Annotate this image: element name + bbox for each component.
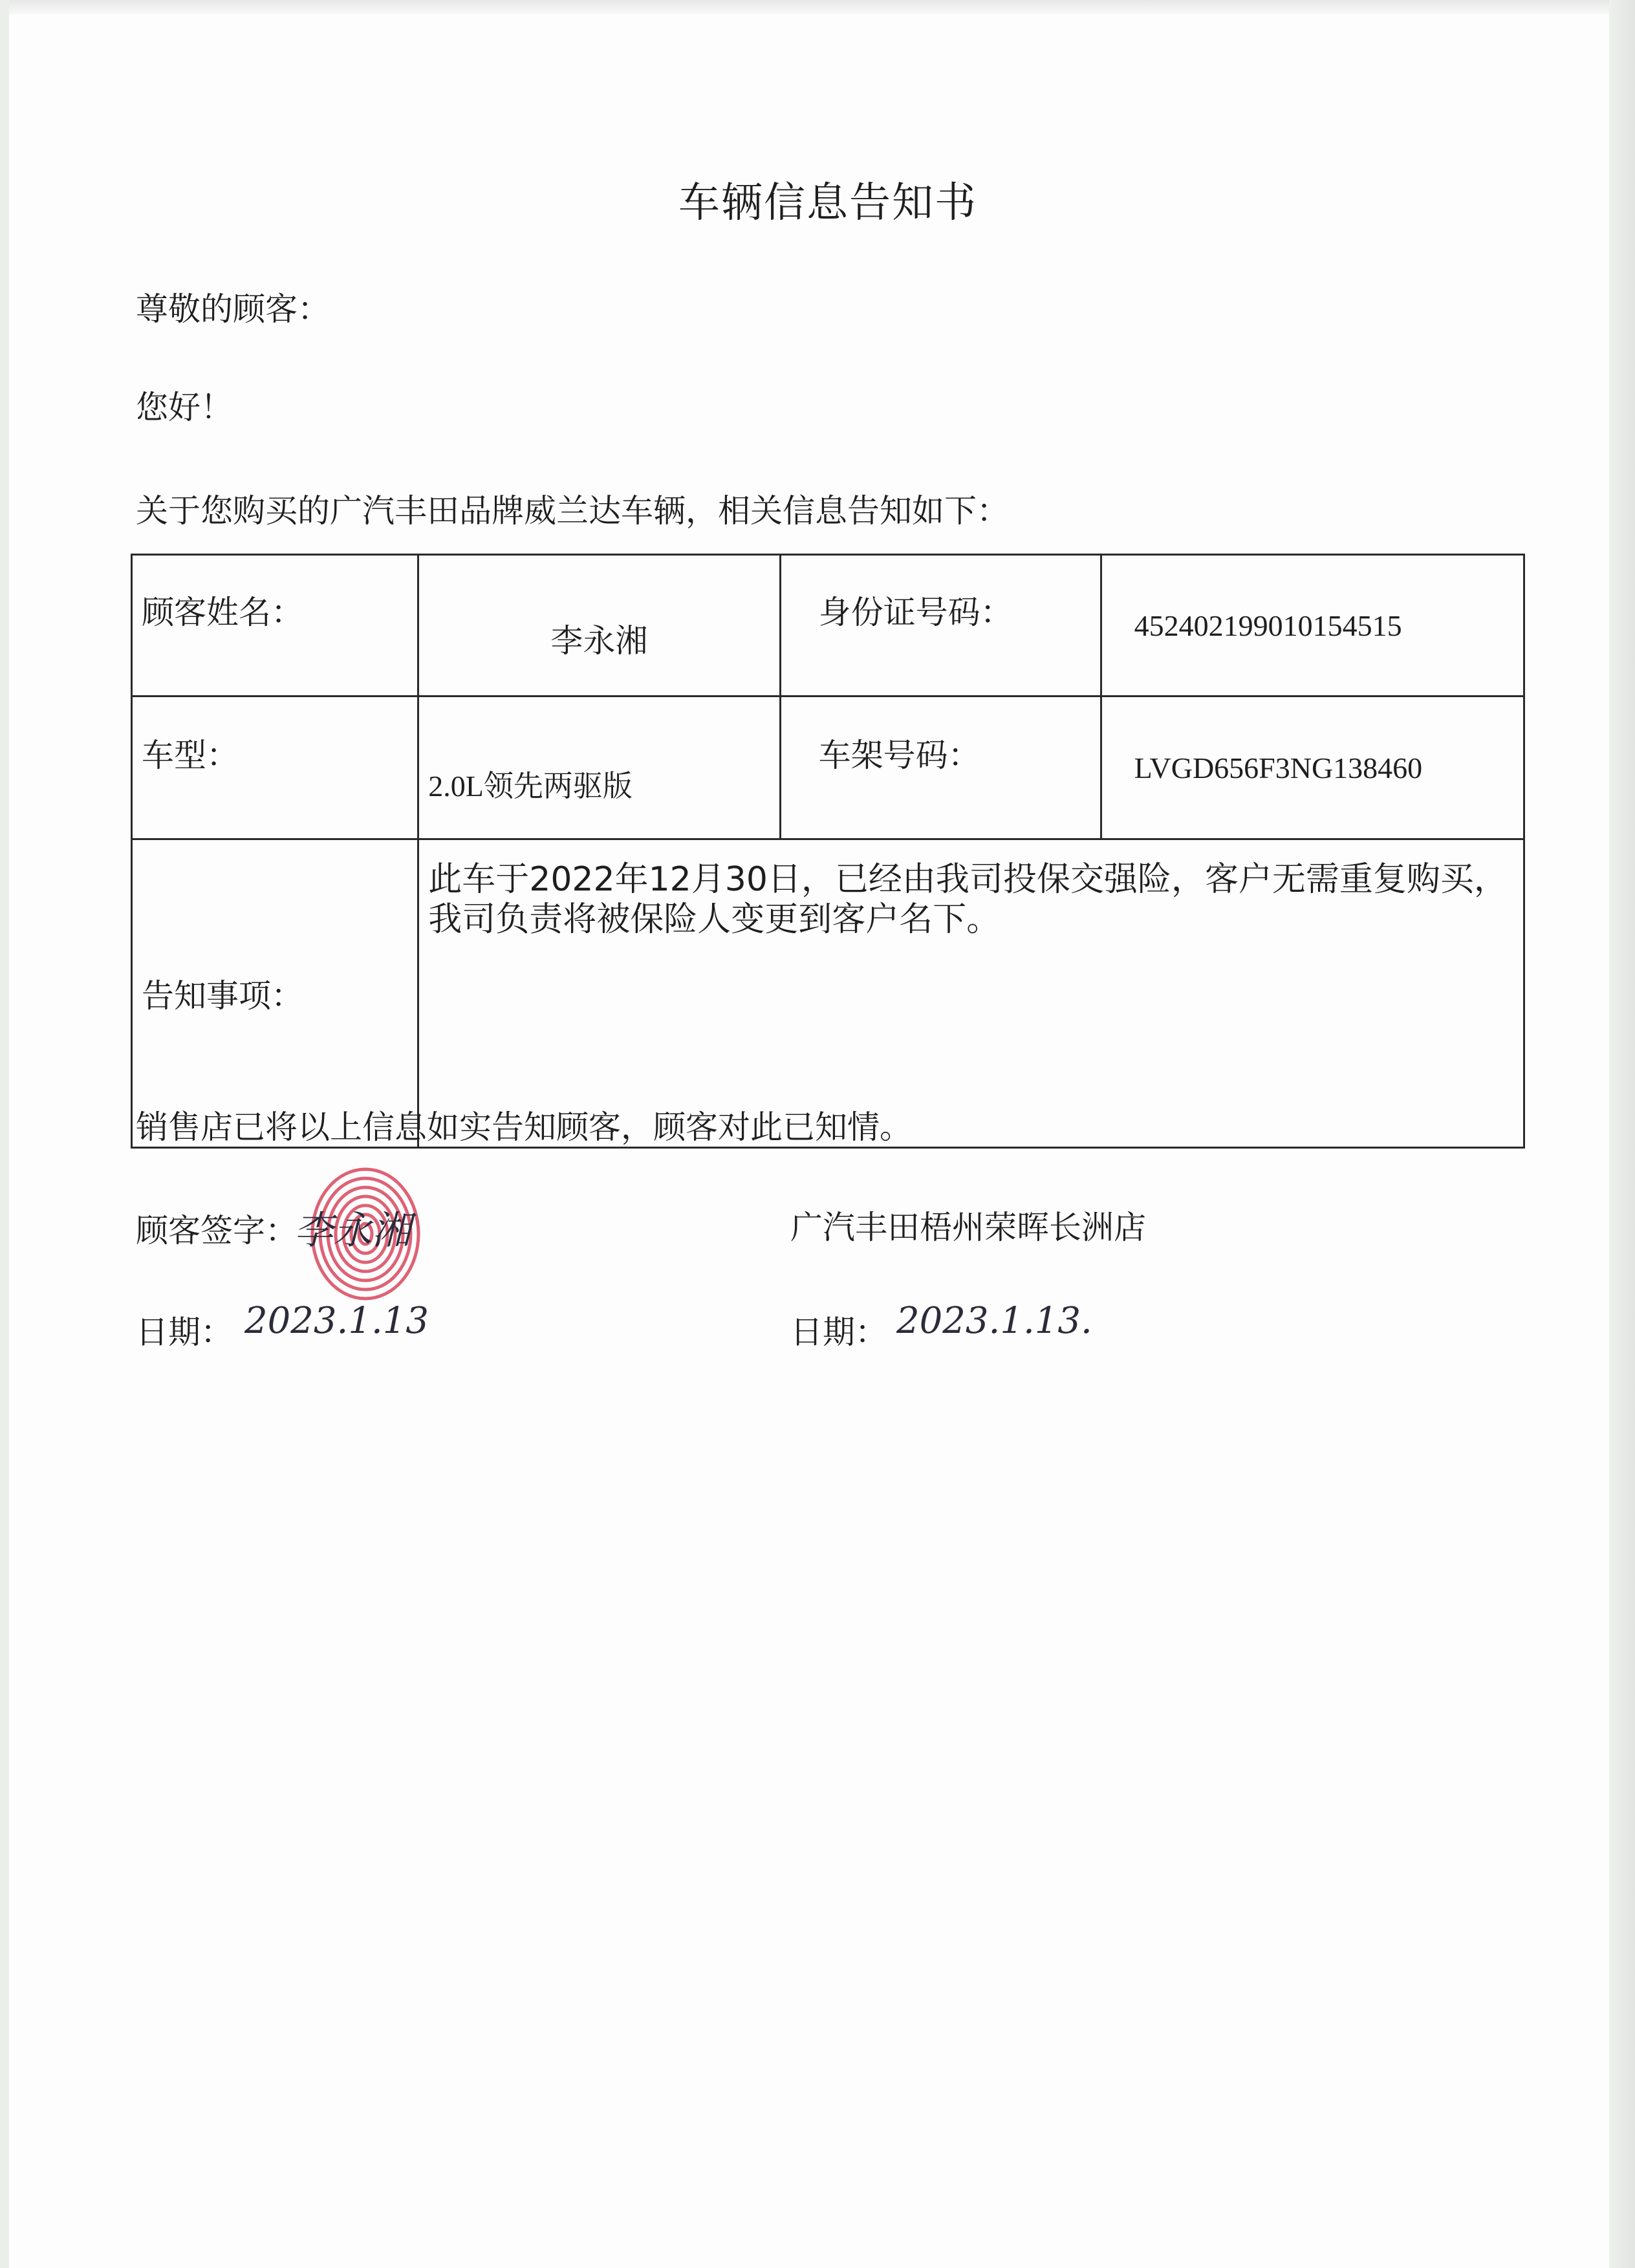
- confirmation-text: 销售店已将以上信息如实告知顾客，顾客对此已知情。: [136, 1108, 912, 1146]
- model-value: 2.0L领先两驱版: [418, 697, 780, 839]
- salutation: 尊敬的顾客：: [136, 290, 330, 328]
- document-title: 车辆信息告知书: [678, 179, 977, 227]
- id-value: 452402199010154515: [1101, 555, 1524, 697]
- customer-date: 2023.1.13: [244, 1300, 429, 1342]
- scan-edge-top: [0, 0, 1635, 14]
- table-row: [132, 555, 1524, 697]
- customer-signature-label: 顾客签字：: [136, 1212, 298, 1249]
- dealer-date: 2023.1.13.: [896, 1300, 1092, 1342]
- greeting: 您好！: [136, 389, 233, 426]
- name-value: 李永湘: [418, 555, 780, 697]
- id-label: 身份证号码：: [780, 555, 1101, 697]
- vin-value: LVGD656F3NG138460: [1101, 697, 1524, 839]
- notice-value: 此车于2022年12月30日，已经由我司投保交强险，客户无需重复购买，我司负责将被保险人变更到客户名下。: [418, 839, 1524, 1148]
- vehicle-info-table: [131, 554, 1525, 1149]
- model-label: 车型：: [132, 697, 418, 839]
- intro-text: 关于您购买的广汽丰田品牌威兰达车辆，相关信息告知如下：: [136, 492, 1009, 530]
- scan-edge-right: [1609, 0, 1635, 2268]
- notice-label: 告知事项：: [132, 839, 418, 1148]
- dealer-date-label: 日期：: [790, 1313, 887, 1351]
- name-label: 顾客姓名：: [132, 555, 418, 697]
- table-row: [132, 697, 1524, 839]
- customer-signature: 李永湘: [294, 1208, 411, 1253]
- customer-date-label: 日期：: [136, 1313, 233, 1351]
- scan-edge-left: [0, 0, 9, 2268]
- vin-label: 车架号码：: [780, 697, 1101, 839]
- dealer-name: 广汽丰田梧州荣晖长洲店: [790, 1209, 1146, 1246]
